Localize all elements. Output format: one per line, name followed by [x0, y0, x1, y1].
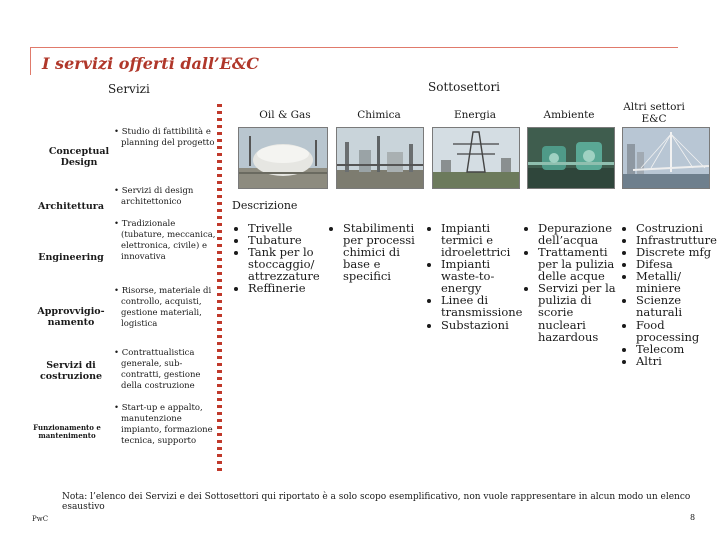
stage-bullet: • Contrattualistica generale, sub-contratti, gestione della costruzione: [114, 348, 201, 391]
stage-conceptual-design: Conceptual Design: [48, 146, 110, 169]
list-item: • Infrastrutture: [636, 234, 720, 246]
ambiente-photo: [527, 127, 615, 189]
list-item: • Costruzioni: [636, 222, 720, 234]
oil-gas-list: [235, 222, 336, 294]
stage-bullet: • Start-up e appalto, manutenzione impianto, formazione tecnica, supporto: [114, 403, 213, 446]
sottosettori-header: Sottosettori: [428, 80, 501, 94]
page-number: 8: [690, 513, 696, 522]
list-item: • Stabilimenti per processi chimici di base e specifici: [343, 222, 427, 282]
stage-servizi-costruzione: Servizi di costruzione: [39, 360, 103, 383]
chimica-photo: [336, 127, 424, 189]
list-item: • Servizi per la pulizia di scorie nucleari hazardous: [538, 282, 624, 342]
energia-list: [428, 222, 529, 331]
stage-bullet: • Studio di fattibilità e planning del progetto: [114, 127, 215, 148]
list-item: • Substazioni: [441, 319, 529, 331]
list-item: • Food processing: [636, 319, 720, 343]
list-item: • Impianti waste-to-energy: [441, 258, 529, 294]
footnote: Nota: l’elenco dei Servizi e dei Sottosettori qui riportato è a solo scopo esemplificativo, non vuole rappresentare in alcun modo un elenco esaustivo: [62, 492, 691, 512]
list-item: • Linee di transmissione: [441, 294, 529, 318]
stage-architettura: Architettura: [38, 201, 104, 212]
footer-brand: PwC: [32, 515, 49, 523]
list-item: • Telecom: [636, 343, 720, 355]
stage-bullet: • Tradizionale (tubature, meccanica, elettronica, civile) e innovativa: [114, 219, 216, 262]
subsector-header-energia: Energia: [454, 109, 496, 121]
list-item: • Reffinerie: [248, 282, 336, 294]
subsector-header-altri: Altri settori E&C: [623, 101, 685, 125]
list-item: • Scienze naturali: [636, 294, 720, 318]
stage-engineering: Engineering: [38, 252, 104, 263]
list-item: • Altri: [636, 355, 720, 367]
stage-approvvigionamento: Approvvigio-namento: [37, 306, 105, 329]
subsector-header-oil-gas: Oil & Gas: [259, 109, 311, 121]
descrizione-label: Descrizione: [232, 199, 298, 212]
list-item: • Trattamenti per la pulizia delle acque: [538, 246, 624, 282]
list-item: • Tubature: [248, 234, 336, 246]
list-item: • Impianti termici e idroelettrici: [441, 222, 529, 258]
header-rule-left: [30, 47, 31, 75]
energia-photo: [432, 127, 520, 189]
list-item: • Tank per lo stoccaggio/ attrezzature: [248, 246, 336, 282]
list-item: • Trivelle: [248, 222, 336, 234]
ambiente-list: [525, 222, 624, 343]
list-item: • Difesa: [636, 258, 720, 270]
altri-settori-list: [623, 222, 720, 367]
altri-settori-photo: [622, 127, 710, 189]
stage-funzionamento: Funzionamento e mantenimento: [33, 423, 101, 441]
header-rule: [30, 47, 678, 48]
servizi-header: Servizi: [108, 82, 150, 96]
page-title: I servizi offerti dall’E&C: [42, 54, 259, 73]
oil-gas-photo: [238, 127, 328, 189]
stage-bullet: • Servizi di design architettonico: [114, 186, 194, 207]
list-item: • Depurazione dell’acqua: [538, 222, 624, 246]
list-item: • Discrete mfg: [636, 246, 720, 258]
stage-bullet: • Risorse, materiale di controllo, acquisti, gestione materiali, logistica: [114, 286, 212, 329]
subsector-header-ambiente: Ambiente: [543, 109, 595, 121]
subsector-header-chimica: Chimica: [357, 109, 401, 121]
chimica-list: [330, 222, 427, 282]
list-item: • Metalli/ miniere: [636, 270, 720, 294]
